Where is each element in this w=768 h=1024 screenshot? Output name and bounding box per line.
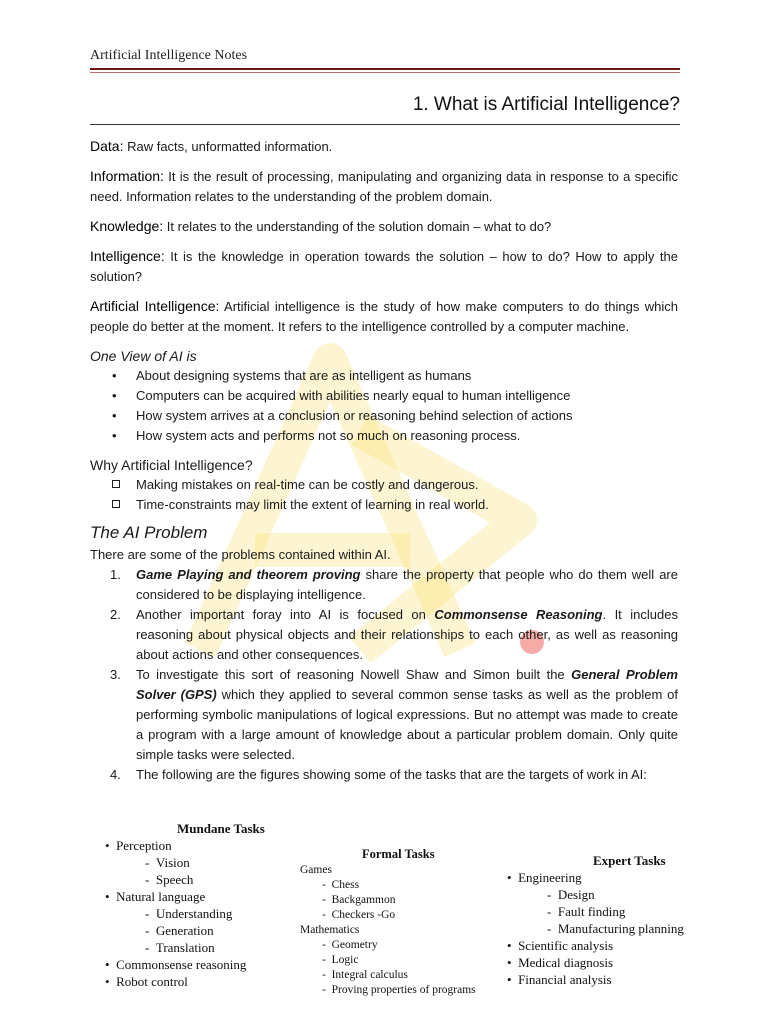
list-item: - Fault finding	[547, 904, 626, 919]
list-item	[90, 665, 678, 765]
bullet-icon: •	[112, 388, 117, 403]
item-text: To investigate this sort of reasoning Nowell Shaw and Simon built the	[136, 667, 572, 682]
list-item: - Speech	[145, 872, 194, 887]
task-label: Checkers -Go	[331, 909, 396, 921]
list-item: - Generation	[145, 923, 214, 938]
list-item	[90, 765, 678, 785]
list-item-text: Computers can be acquired with abilities nearly equal to human intelligence	[136, 388, 571, 403]
definition-information	[90, 166, 678, 207]
list-item: - Understanding	[145, 906, 233, 921]
expert-tasks-title: Expert Tasks	[593, 853, 666, 868]
list-item: - Integral calculus	[322, 969, 408, 981]
task-label: Perception	[116, 838, 172, 853]
list-item: - Geometry	[322, 939, 378, 951]
definition-artificial-intelligence	[90, 296, 678, 337]
list-item	[90, 605, 678, 665]
list-number: 1.	[110, 567, 121, 582]
item-text: which they applied to several common sense tasks as well as the problem of performing symbolic manipulations of logical expressions. But no attempt was made to create a program with a large amount of knowledge about a particular problem domain. Only quite simple tasks were selected.	[136, 687, 678, 762]
bullet-icon: •	[105, 838, 117, 853]
formal-tasks-title: Formal Tasks	[362, 847, 435, 861]
task-label: Logic	[331, 954, 359, 966]
list-number: 2.	[110, 607, 121, 622]
mundane-tasks-title: Mundane Tasks	[177, 821, 265, 836]
task-label: Vision	[155, 855, 190, 870]
header-rule	[90, 68, 680, 70]
definition-term: Intelligence:	[90, 248, 165, 264]
chapter-title: 1. What is Artificial Intelligence?	[412, 94, 680, 115]
list-item: - Translation	[145, 940, 215, 955]
list-item	[105, 837, 305, 854]
list-item: - Checkers -Go	[322, 909, 396, 921]
expert-tasks-column	[507, 852, 702, 988]
list-number: 3.	[110, 667, 121, 682]
header-rule-thin	[90, 72, 680, 73]
list-item: - Vision	[145, 855, 190, 870]
task-label: Manufacturing planning	[557, 921, 684, 936]
list-item	[90, 386, 678, 406]
bullet-icon: •	[105, 889, 117, 904]
tasks-figure	[105, 820, 705, 1000]
bullet-icon: •	[507, 972, 519, 987]
list-item	[90, 495, 678, 515]
mundane-tasks-column	[105, 820, 305, 990]
list-item	[105, 973, 305, 990]
definition-text: It relates to the understanding of the solution domain – what to do?	[166, 219, 552, 234]
task-group-label: Games	[300, 864, 332, 876]
list-item-text: Making mistakes on real-time can be costly and dangerous.	[136, 477, 479, 492]
list-item-text: Time-constraints may limit the extent of learning in real world.	[136, 497, 489, 512]
bullet-icon: •	[507, 955, 519, 970]
bullet-icon: •	[105, 957, 117, 972]
one-view-list	[90, 366, 678, 446]
task-label: Engineering	[518, 870, 582, 885]
task-label: Natural language	[116, 889, 206, 904]
item-emphasis: Commonsense Reasoning	[434, 607, 603, 622]
definition-intelligence	[90, 246, 678, 287]
definition-text: Artificial intelligence is the study of how make computers to do things which people do better at the moment. It refers to the intelligence controlled by a computer machine.	[90, 299, 678, 334]
list-item	[90, 366, 678, 386]
formal-tasks-column	[300, 846, 510, 998]
list-item: - Proving properties of programs	[322, 984, 476, 996]
list-item	[507, 971, 702, 988]
bullet-icon: •	[507, 870, 519, 885]
definition-text: It is the result of processing, manipulating and organizing data in response to a specific need. Information relates to the understanding of the problem domain.	[90, 169, 678, 204]
definition-term: Knowledge:	[90, 218, 164, 234]
why-ai-heading: Why Artificial Intelligence?	[90, 457, 253, 473]
list-item-text: How system arrives at a conclusion or reasoning behind selection of actions	[136, 408, 573, 423]
list-item: - Logic	[322, 954, 359, 966]
list-item: - Design	[547, 887, 595, 902]
running-header: Artificial Intelligence Notes	[90, 48, 248, 63]
list-item	[90, 426, 678, 446]
task-label: Translation	[155, 940, 215, 955]
item-text: . It includes reasoning about physical objects and their relationships to each other, as well as reasoning about actions and other consequences.	[136, 607, 678, 662]
item-text: share the property that people who do them well are considered to be displaying intelligence.	[136, 567, 678, 602]
list-item	[90, 406, 678, 426]
bullet-icon: •	[112, 408, 117, 423]
definition-knowledge	[90, 216, 678, 237]
bullet-icon: •	[112, 428, 117, 443]
list-item	[90, 475, 678, 495]
item-emphasis: General Problem Solver (GPS)	[136, 667, 678, 702]
ai-problem-heading: The AI Problem	[90, 523, 208, 542]
task-label: Generation	[155, 923, 214, 938]
list-item	[105, 956, 305, 973]
list-item	[507, 869, 702, 886]
definition-text: Raw facts, unformatted information.	[127, 139, 333, 154]
definition-term: Artificial Intelligence:	[90, 298, 220, 314]
task-label: Backgammon	[331, 894, 396, 906]
task-label: Fault finding	[557, 904, 626, 919]
task-label: Design	[557, 887, 595, 902]
bullet-icon: •	[507, 938, 519, 953]
definition-term: Data:	[90, 138, 124, 154]
item-text: The following are the figures showing some of the tasks that are the targets of work in AI:	[136, 767, 647, 782]
checkbox-icon	[112, 480, 120, 488]
document-body	[90, 136, 678, 785]
item-emphasis: Game Playing and theorem proving	[136, 567, 361, 582]
task-label: Speech	[155, 872, 194, 887]
list-item: - Chess	[322, 879, 360, 891]
list-item	[507, 954, 702, 971]
bullet-icon: •	[112, 368, 117, 383]
why-ai-list	[90, 475, 678, 515]
task-label: Commonsense reasoning	[116, 957, 247, 972]
task-label: Robot control	[116, 974, 188, 989]
definition-data	[90, 136, 678, 157]
item-text: Another important foray into AI is focused on	[136, 607, 435, 622]
task-label: Understanding	[155, 906, 233, 921]
list-item-text: How system acts and performs not so much on reasoning process.	[136, 428, 521, 443]
task-label: Geometry	[331, 939, 378, 951]
task-label: Proving properties of programs	[331, 984, 476, 996]
task-label: Chess	[331, 879, 360, 891]
bullet-icon: •	[105, 974, 117, 989]
list-item: - Manufacturing planning	[547, 921, 684, 936]
list-number: 4.	[110, 767, 121, 782]
ai-problem-intro: There are some of the problems contained within AI.	[90, 547, 391, 562]
list-item	[90, 565, 678, 605]
title-rule	[90, 124, 680, 125]
task-label: Financial analysis	[518, 972, 612, 987]
task-label: Scientific analysis	[518, 938, 614, 953]
one-view-heading: One View of AI is	[90, 348, 197, 364]
list-item: - Backgammon	[322, 894, 396, 906]
ai-problem-list	[90, 565, 678, 785]
task-label: Medical diagnosis	[518, 955, 614, 970]
list-item	[105, 888, 305, 905]
task-group-label: Mathematics	[300, 924, 360, 936]
list-item-text: About designing systems that are as intelligent as humans	[136, 368, 472, 383]
task-label: Integral calculus	[331, 969, 408, 981]
list-item	[507, 937, 702, 954]
definition-text: It is the knowledge in operation towards the solution – how to do? How to apply the solution?	[90, 249, 678, 284]
checkbox-icon	[112, 500, 120, 508]
definition-term: Information:	[90, 168, 164, 184]
